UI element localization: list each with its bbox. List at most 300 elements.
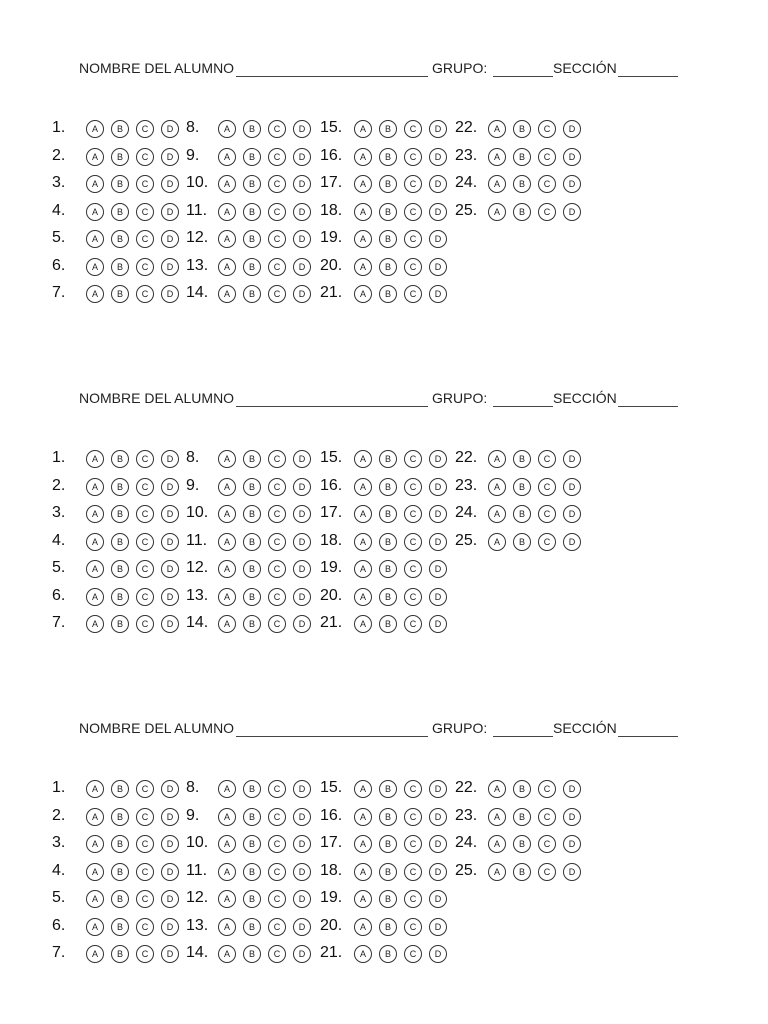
answer-bubble-b[interactable]: B <box>111 588 129 606</box>
answer-bubble-a[interactable]: A <box>218 918 236 936</box>
answer-bubble-a[interactable]: A <box>86 478 104 496</box>
answer-bubble-d[interactable]: D <box>293 560 311 578</box>
answer-bubble-a[interactable]: A <box>86 835 104 853</box>
answer-bubble-c[interactable]: C <box>538 505 556 523</box>
answer-bubble-b[interactable]: B <box>513 863 531 881</box>
answer-bubble-c[interactable]: C <box>404 588 422 606</box>
answer-bubble-d[interactable]: D <box>563 203 581 221</box>
answer-bubble-a[interactable]: A <box>218 945 236 963</box>
answer-bubble-a[interactable]: A <box>354 863 372 881</box>
answer-bubble-a[interactable]: A <box>86 148 104 166</box>
answer-bubble-d[interactable]: D <box>563 148 581 166</box>
answer-bubble-b[interactable]: B <box>243 615 261 633</box>
answer-bubble-d[interactable]: D <box>293 945 311 963</box>
answer-bubble-d[interactable]: D <box>293 230 311 248</box>
answer-bubble-c[interactable]: C <box>268 945 286 963</box>
answer-bubble-a[interactable]: A <box>218 120 236 138</box>
answer-bubble-d[interactable]: D <box>161 230 179 248</box>
answer-bubble-d[interactable]: D <box>429 615 447 633</box>
answer-bubble-c[interactable]: C <box>268 203 286 221</box>
answer-bubble-b[interactable]: B <box>379 285 397 303</box>
answer-bubble-b[interactable]: B <box>111 203 129 221</box>
answer-bubble-c[interactable]: C <box>404 120 422 138</box>
answer-bubble-d[interactable]: D <box>161 450 179 468</box>
answer-bubble-d[interactable]: D <box>161 918 179 936</box>
answer-bubble-d[interactable]: D <box>429 945 447 963</box>
answer-bubble-d[interactable]: D <box>429 285 447 303</box>
answer-bubble-b[interactable]: B <box>513 450 531 468</box>
answer-bubble-d[interactable]: D <box>429 780 447 798</box>
answer-bubble-b[interactable]: B <box>111 120 129 138</box>
answer-bubble-c[interactable]: C <box>268 505 286 523</box>
section-line[interactable] <box>618 406 678 407</box>
answer-bubble-a[interactable]: A <box>218 175 236 193</box>
answer-bubble-b[interactable]: B <box>243 258 261 276</box>
answer-bubble-b[interactable]: B <box>513 808 531 826</box>
answer-bubble-a[interactable]: A <box>218 533 236 551</box>
answer-bubble-b[interactable]: B <box>243 945 261 963</box>
answer-bubble-b[interactable]: B <box>379 148 397 166</box>
answer-bubble-c[interactable]: C <box>404 148 422 166</box>
answer-bubble-b[interactable]: B <box>111 285 129 303</box>
student-name-line[interactable] <box>236 406 428 407</box>
answer-bubble-a[interactable]: A <box>86 945 104 963</box>
answer-bubble-a[interactable]: A <box>488 478 506 496</box>
answer-bubble-b[interactable]: B <box>243 835 261 853</box>
answer-bubble-a[interactable]: A <box>354 478 372 496</box>
answer-bubble-d[interactable]: D <box>429 230 447 248</box>
answer-bubble-a[interactable]: A <box>488 808 506 826</box>
answer-bubble-c[interactable]: C <box>404 203 422 221</box>
answer-bubble-b[interactable]: B <box>243 285 261 303</box>
answer-bubble-d[interactable]: D <box>161 175 179 193</box>
answer-bubble-b[interactable]: B <box>513 478 531 496</box>
student-name-line[interactable] <box>236 76 428 77</box>
answer-bubble-b[interactable]: B <box>513 835 531 853</box>
answer-bubble-b[interactable]: B <box>513 175 531 193</box>
answer-bubble-a[interactable]: A <box>218 148 236 166</box>
answer-bubble-b[interactable]: B <box>243 450 261 468</box>
answer-bubble-a[interactable]: A <box>354 505 372 523</box>
answer-bubble-d[interactable]: D <box>293 780 311 798</box>
answer-bubble-d[interactable]: D <box>429 175 447 193</box>
answer-bubble-a[interactable]: A <box>86 780 104 798</box>
student-name-line[interactable] <box>236 736 428 737</box>
answer-bubble-a[interactable]: A <box>86 285 104 303</box>
answer-bubble-c[interactable]: C <box>404 808 422 826</box>
answer-bubble-d[interactable]: D <box>161 780 179 798</box>
answer-bubble-d[interactable]: D <box>161 505 179 523</box>
answer-bubble-c[interactable]: C <box>268 120 286 138</box>
answer-bubble-a[interactable]: A <box>354 560 372 578</box>
answer-bubble-b[interactable]: B <box>243 780 261 798</box>
answer-bubble-c[interactable]: C <box>136 863 154 881</box>
answer-bubble-d[interactable]: D <box>429 588 447 606</box>
answer-bubble-c[interactable]: C <box>268 780 286 798</box>
answer-bubble-c[interactable]: C <box>136 918 154 936</box>
answer-bubble-b[interactable]: B <box>379 890 397 908</box>
answer-bubble-b[interactable]: B <box>243 863 261 881</box>
answer-bubble-a[interactable]: A <box>488 863 506 881</box>
answer-bubble-d[interactable]: D <box>293 615 311 633</box>
answer-bubble-a[interactable]: A <box>218 890 236 908</box>
answer-bubble-c[interactable]: C <box>404 890 422 908</box>
answer-bubble-b[interactable]: B <box>243 808 261 826</box>
answer-bubble-b[interactable]: B <box>243 533 261 551</box>
answer-bubble-a[interactable]: A <box>218 203 236 221</box>
answer-bubble-c[interactable]: C <box>404 945 422 963</box>
answer-bubble-b[interactable]: B <box>513 203 531 221</box>
answer-bubble-b[interactable]: B <box>111 230 129 248</box>
answer-bubble-d[interactable]: D <box>293 450 311 468</box>
answer-bubble-c[interactable]: C <box>136 450 154 468</box>
answer-bubble-d[interactable]: D <box>293 258 311 276</box>
answer-bubble-d[interactable]: D <box>429 533 447 551</box>
answer-bubble-c[interactable]: C <box>268 890 286 908</box>
answer-bubble-b[interactable]: B <box>243 890 261 908</box>
answer-bubble-d[interactable]: D <box>429 835 447 853</box>
answer-bubble-b[interactable]: B <box>111 945 129 963</box>
answer-bubble-a[interactable]: A <box>354 120 372 138</box>
answer-bubble-b[interactable]: B <box>111 505 129 523</box>
answer-bubble-b[interactable]: B <box>379 945 397 963</box>
answer-bubble-a[interactable]: A <box>86 890 104 908</box>
answer-bubble-d[interactable]: D <box>161 560 179 578</box>
answer-bubble-a[interactable]: A <box>218 863 236 881</box>
answer-bubble-d[interactable]: D <box>429 808 447 826</box>
answer-bubble-d[interactable]: D <box>161 478 179 496</box>
section-line[interactable] <box>618 76 678 77</box>
answer-bubble-b[interactable]: B <box>513 533 531 551</box>
answer-bubble-d[interactable]: D <box>293 588 311 606</box>
answer-bubble-a[interactable]: A <box>354 588 372 606</box>
answer-bubble-a[interactable]: A <box>354 533 372 551</box>
answer-bubble-b[interactable]: B <box>379 258 397 276</box>
answer-bubble-c[interactable]: C <box>136 588 154 606</box>
answer-bubble-a[interactable]: A <box>488 203 506 221</box>
answer-bubble-a[interactable]: A <box>354 258 372 276</box>
section-line[interactable] <box>618 736 678 737</box>
answer-bubble-a[interactable]: A <box>218 588 236 606</box>
answer-bubble-c[interactable]: C <box>404 285 422 303</box>
answer-bubble-d[interactable]: D <box>161 890 179 908</box>
group-line[interactable] <box>493 76 553 77</box>
answer-bubble-b[interactable]: B <box>111 780 129 798</box>
group-line[interactable] <box>493 736 553 737</box>
answer-bubble-a[interactable]: A <box>218 285 236 303</box>
answer-bubble-b[interactable]: B <box>379 588 397 606</box>
answer-bubble-c[interactable]: C <box>136 890 154 908</box>
answer-bubble-a[interactable]: A <box>86 533 104 551</box>
answer-bubble-b[interactable]: B <box>111 175 129 193</box>
answer-bubble-c[interactable]: C <box>268 285 286 303</box>
answer-bubble-b[interactable]: B <box>243 230 261 248</box>
answer-bubble-d[interactable]: D <box>429 478 447 496</box>
answer-bubble-d[interactable]: D <box>293 918 311 936</box>
answer-bubble-c[interactable]: C <box>538 478 556 496</box>
answer-bubble-d[interactable]: D <box>293 533 311 551</box>
answer-bubble-b[interactable]: B <box>111 863 129 881</box>
answer-bubble-d[interactable]: D <box>161 148 179 166</box>
answer-bubble-b[interactable]: B <box>379 120 397 138</box>
answer-bubble-c[interactable]: C <box>136 835 154 853</box>
answer-bubble-d[interactable]: D <box>429 148 447 166</box>
answer-bubble-d[interactable]: D <box>161 945 179 963</box>
answer-bubble-b[interactable]: B <box>379 835 397 853</box>
answer-bubble-c[interactable]: C <box>404 835 422 853</box>
answer-bubble-d[interactable]: D <box>161 863 179 881</box>
answer-bubble-c[interactable]: C <box>136 175 154 193</box>
answer-bubble-b[interactable]: B <box>379 533 397 551</box>
answer-bubble-b[interactable]: B <box>379 918 397 936</box>
answer-bubble-d[interactable]: D <box>563 505 581 523</box>
answer-bubble-d[interactable]: D <box>161 120 179 138</box>
answer-bubble-c[interactable]: C <box>538 863 556 881</box>
answer-bubble-d[interactable]: D <box>429 450 447 468</box>
answer-bubble-a[interactable]: A <box>354 450 372 468</box>
answer-bubble-a[interactable]: A <box>354 890 372 908</box>
answer-bubble-d[interactable]: D <box>563 863 581 881</box>
answer-bubble-a[interactable]: A <box>218 808 236 826</box>
answer-bubble-b[interactable]: B <box>111 450 129 468</box>
answer-bubble-d[interactable]: D <box>161 258 179 276</box>
answer-bubble-d[interactable]: D <box>293 835 311 853</box>
answer-bubble-c[interactable]: C <box>404 230 422 248</box>
answer-bubble-c[interactable]: C <box>268 533 286 551</box>
answer-bubble-a[interactable]: A <box>86 230 104 248</box>
answer-bubble-a[interactable]: A <box>488 533 506 551</box>
answer-bubble-b[interactable]: B <box>111 533 129 551</box>
answer-bubble-b[interactable]: B <box>379 478 397 496</box>
answer-bubble-a[interactable]: A <box>488 120 506 138</box>
answer-bubble-b[interactable]: B <box>243 505 261 523</box>
answer-bubble-c[interactable]: C <box>136 148 154 166</box>
answer-bubble-d[interactable]: D <box>563 120 581 138</box>
answer-bubble-a[interactable]: A <box>354 230 372 248</box>
answer-bubble-b[interactable]: B <box>513 120 531 138</box>
answer-bubble-a[interactable]: A <box>354 175 372 193</box>
answer-bubble-c[interactable]: C <box>404 175 422 193</box>
answer-bubble-d[interactable]: D <box>161 808 179 826</box>
answer-bubble-a[interactable]: A <box>354 945 372 963</box>
answer-bubble-b[interactable]: B <box>243 148 261 166</box>
answer-bubble-b[interactable]: B <box>243 478 261 496</box>
answer-bubble-b[interactable]: B <box>243 120 261 138</box>
answer-bubble-c[interactable]: C <box>136 780 154 798</box>
answer-bubble-c[interactable]: C <box>136 120 154 138</box>
answer-bubble-c[interactable]: C <box>136 285 154 303</box>
answer-bubble-c[interactable]: C <box>404 505 422 523</box>
answer-bubble-c[interactable]: C <box>268 863 286 881</box>
answer-bubble-c[interactable]: C <box>404 780 422 798</box>
answer-bubble-b[interactable]: B <box>379 780 397 798</box>
answer-bubble-c[interactable]: C <box>404 863 422 881</box>
answer-bubble-a[interactable]: A <box>86 918 104 936</box>
answer-bubble-c[interactable]: C <box>136 945 154 963</box>
answer-bubble-b[interactable]: B <box>379 863 397 881</box>
answer-bubble-a[interactable]: A <box>488 450 506 468</box>
answer-bubble-c[interactable]: C <box>268 615 286 633</box>
answer-bubble-c[interactable]: C <box>538 450 556 468</box>
answer-bubble-a[interactable]: A <box>354 615 372 633</box>
answer-bubble-b[interactable]: B <box>379 175 397 193</box>
answer-bubble-c[interactable]: C <box>136 808 154 826</box>
answer-bubble-b[interactable]: B <box>111 890 129 908</box>
answer-bubble-d[interactable]: D <box>293 808 311 826</box>
answer-bubble-c[interactable]: C <box>268 560 286 578</box>
answer-bubble-d[interactable]: D <box>563 450 581 468</box>
answer-bubble-b[interactable]: B <box>379 560 397 578</box>
answer-bubble-c[interactable]: C <box>268 450 286 468</box>
answer-bubble-a[interactable]: A <box>86 175 104 193</box>
answer-bubble-b[interactable]: B <box>111 615 129 633</box>
answer-bubble-d[interactable]: D <box>563 533 581 551</box>
answer-bubble-c[interactable]: C <box>268 258 286 276</box>
answer-bubble-a[interactable]: A <box>354 835 372 853</box>
answer-bubble-c[interactable]: C <box>404 450 422 468</box>
answer-bubble-b[interactable]: B <box>379 450 397 468</box>
answer-bubble-d[interactable]: D <box>563 478 581 496</box>
answer-bubble-c[interactable]: C <box>136 230 154 248</box>
answer-bubble-b[interactable]: B <box>243 560 261 578</box>
answer-bubble-b[interactable]: B <box>513 780 531 798</box>
answer-bubble-c[interactable]: C <box>268 588 286 606</box>
answer-bubble-a[interactable]: A <box>218 560 236 578</box>
answer-bubble-a[interactable]: A <box>86 588 104 606</box>
answer-bubble-a[interactable]: A <box>218 835 236 853</box>
answer-bubble-d[interactable]: D <box>161 285 179 303</box>
answer-bubble-a[interactable]: A <box>488 505 506 523</box>
answer-bubble-a[interactable]: A <box>218 505 236 523</box>
answer-bubble-c[interactable]: C <box>136 203 154 221</box>
answer-bubble-a[interactable]: A <box>218 478 236 496</box>
answer-bubble-c[interactable]: C <box>268 808 286 826</box>
answer-bubble-a[interactable]: A <box>86 450 104 468</box>
answer-bubble-b[interactable]: B <box>243 918 261 936</box>
answer-bubble-a[interactable]: A <box>218 450 236 468</box>
answer-bubble-c[interactable]: C <box>538 120 556 138</box>
answer-bubble-b[interactable]: B <box>111 148 129 166</box>
answer-bubble-b[interactable]: B <box>111 258 129 276</box>
answer-bubble-a[interactable]: A <box>86 560 104 578</box>
answer-bubble-a[interactable]: A <box>218 230 236 248</box>
answer-bubble-c[interactable]: C <box>538 835 556 853</box>
answer-bubble-d[interactable]: D <box>293 478 311 496</box>
answer-bubble-d[interactable]: D <box>161 588 179 606</box>
answer-bubble-a[interactable]: A <box>488 835 506 853</box>
answer-bubble-d[interactable]: D <box>429 890 447 908</box>
answer-bubble-c[interactable]: C <box>538 203 556 221</box>
answer-bubble-c[interactable]: C <box>404 918 422 936</box>
answer-bubble-b[interactable]: B <box>379 615 397 633</box>
answer-bubble-d[interactable]: D <box>429 560 447 578</box>
answer-bubble-a[interactable]: A <box>354 780 372 798</box>
answer-bubble-a[interactable]: A <box>86 808 104 826</box>
answer-bubble-a[interactable]: A <box>354 285 372 303</box>
answer-bubble-a[interactable]: A <box>86 863 104 881</box>
answer-bubble-b[interactable]: B <box>111 918 129 936</box>
answer-bubble-c[interactable]: C <box>404 560 422 578</box>
answer-bubble-a[interactable]: A <box>86 615 104 633</box>
answer-bubble-d[interactable]: D <box>429 120 447 138</box>
answer-bubble-d[interactable]: D <box>563 175 581 193</box>
answer-bubble-d[interactable]: D <box>563 780 581 798</box>
answer-bubble-d[interactable]: D <box>429 505 447 523</box>
answer-bubble-d[interactable]: D <box>161 835 179 853</box>
answer-bubble-d[interactable]: D <box>293 285 311 303</box>
answer-bubble-a[interactable]: A <box>354 203 372 221</box>
answer-bubble-d[interactable]: D <box>429 918 447 936</box>
answer-bubble-c[interactable]: C <box>136 505 154 523</box>
answer-bubble-d[interactable]: D <box>429 258 447 276</box>
answer-bubble-a[interactable]: A <box>218 780 236 798</box>
answer-bubble-a[interactable]: A <box>488 780 506 798</box>
answer-bubble-c[interactable]: C <box>268 148 286 166</box>
answer-bubble-b[interactable]: B <box>111 808 129 826</box>
answer-bubble-c[interactable]: C <box>268 835 286 853</box>
answer-bubble-c[interactable]: C <box>404 478 422 496</box>
answer-bubble-d[interactable]: D <box>293 505 311 523</box>
answer-bubble-d[interactable]: D <box>563 835 581 853</box>
answer-bubble-c[interactable]: C <box>404 533 422 551</box>
answer-bubble-d[interactable]: D <box>429 203 447 221</box>
answer-bubble-a[interactable]: A <box>488 148 506 166</box>
answer-bubble-b[interactable]: B <box>379 230 397 248</box>
answer-bubble-a[interactable]: A <box>86 203 104 221</box>
answer-bubble-d[interactable]: D <box>293 120 311 138</box>
answer-bubble-a[interactable]: A <box>354 918 372 936</box>
answer-bubble-a[interactable]: A <box>218 258 236 276</box>
answer-bubble-b[interactable]: B <box>111 560 129 578</box>
answer-bubble-d[interactable]: D <box>161 615 179 633</box>
answer-bubble-c[interactable]: C <box>136 615 154 633</box>
answer-bubble-d[interactable]: D <box>563 808 581 826</box>
answer-bubble-a[interactable]: A <box>86 258 104 276</box>
answer-bubble-b[interactable]: B <box>513 148 531 166</box>
answer-bubble-b[interactable]: B <box>111 478 129 496</box>
answer-bubble-b[interactable]: B <box>379 203 397 221</box>
answer-bubble-c[interactable]: C <box>268 175 286 193</box>
answer-bubble-a[interactable]: A <box>86 120 104 138</box>
group-line[interactable] <box>493 406 553 407</box>
answer-bubble-c[interactable]: C <box>538 175 556 193</box>
answer-bubble-b[interactable]: B <box>379 808 397 826</box>
answer-bubble-c[interactable]: C <box>136 533 154 551</box>
answer-bubble-c[interactable]: C <box>136 560 154 578</box>
answer-bubble-d[interactable]: D <box>293 863 311 881</box>
answer-bubble-d[interactable]: D <box>293 203 311 221</box>
answer-bubble-c[interactable]: C <box>268 918 286 936</box>
answer-bubble-b[interactable]: B <box>243 588 261 606</box>
answer-bubble-b[interactable]: B <box>111 835 129 853</box>
answer-bubble-c[interactable]: C <box>538 533 556 551</box>
answer-bubble-b[interactable]: B <box>379 505 397 523</box>
answer-bubble-d[interactable]: D <box>293 890 311 908</box>
answer-bubble-c[interactable]: C <box>538 780 556 798</box>
answer-bubble-b[interactable]: B <box>513 505 531 523</box>
answer-bubble-a[interactable]: A <box>218 615 236 633</box>
answer-bubble-c[interactable]: C <box>268 478 286 496</box>
answer-bubble-d[interactable]: D <box>293 148 311 166</box>
answer-bubble-a[interactable]: A <box>488 175 506 193</box>
answer-bubble-c[interactable]: C <box>404 615 422 633</box>
answer-bubble-c[interactable]: C <box>136 478 154 496</box>
answer-bubble-d[interactable]: D <box>161 533 179 551</box>
answer-bubble-a[interactable]: A <box>354 808 372 826</box>
answer-bubble-d[interactable]: D <box>429 863 447 881</box>
answer-bubble-d[interactable]: D <box>293 175 311 193</box>
answer-bubble-d[interactable]: D <box>161 203 179 221</box>
